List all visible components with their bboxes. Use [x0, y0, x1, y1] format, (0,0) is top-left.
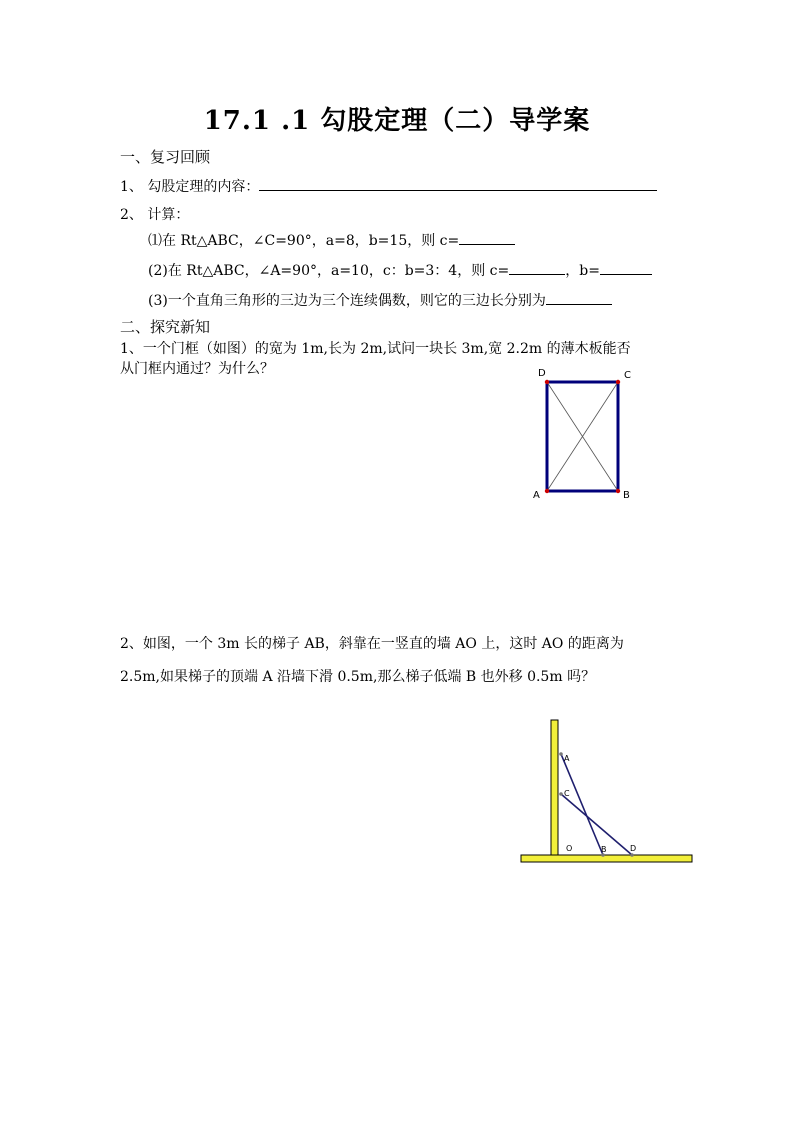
calc-item-2-text: (2)在 Rt△ABC，∠A=90°，a=10，c：b=3：4，则 c= — [148, 263, 510, 279]
label-d: D — [630, 844, 637, 853]
problem-1-line-2: 从门框内通过？为什么？ — [120, 361, 274, 377]
door-frame-figure — [520, 362, 650, 507]
label-b: B — [601, 845, 607, 854]
wall — [551, 720, 558, 857]
answer-blank-c2[interactable] — [509, 260, 565, 275]
problem-1-line-1: 1、一个门框（如图）的宽为 1m,长为 2m,试问一块长 3m,宽 2.2m 的薄木板能否 — [120, 341, 631, 357]
point-c — [616, 380, 620, 384]
answer-blank-sides[interactable] — [546, 290, 612, 305]
label-a: A — [533, 490, 540, 501]
problem-2-line-1: 2、如图，一个 3m 长的梯子 AB，斜靠在一竖直的墙 AO 上，这时 AO 的距离为 — [120, 636, 624, 652]
answer-blank-b2[interactable] — [600, 260, 652, 275]
section-explore-heading: 二、探究新知 — [120, 318, 211, 336]
label-c: C — [624, 370, 631, 381]
ground — [521, 855, 692, 862]
question-1-label: 1、 勾股定理的内容： — [120, 179, 260, 195]
point-b — [616, 489, 620, 493]
question-2-label: 2、 计算： — [120, 207, 190, 223]
point-d — [545, 380, 549, 384]
problem-2-line-2: 2.5m,如果梯子的顶端 A 沿墙下滑 0.5m,那么梯子低端 B 也外移 0.5m 吗？ — [120, 669, 596, 685]
label-a: A — [564, 754, 570, 763]
calc-item-2 — [148, 260, 652, 280]
page-title: 17.1 .1 勾股定理（二）导学案 — [203, 106, 591, 136]
answer-blank-c1[interactable] — [459, 230, 515, 245]
ladder-ab — [561, 754, 603, 855]
calc-item-3 — [148, 290, 612, 310]
label-o: O — [566, 844, 573, 853]
ladder-figure — [515, 712, 700, 872]
section-review-heading: 一、复习回顾 — [120, 148, 211, 166]
calc-item-2-text-b: ，b= — [565, 263, 600, 279]
calc-item-1 — [148, 230, 515, 250]
point-a — [559, 752, 563, 756]
question-1 — [120, 176, 657, 196]
label-b: B — [623, 490, 630, 501]
point-c — [559, 792, 563, 796]
calc-item-3-text: (3)一个直角三角形的三边为三个连续偶数，则它的三边长分别为 — [148, 293, 546, 309]
label-d: D — [538, 368, 546, 379]
label-c: C — [564, 789, 570, 798]
calc-item-1-text: ⑴在 Rt△ABC，∠C=90°，a=8，b=15，则 c= — [148, 233, 460, 249]
point-a — [545, 489, 549, 493]
answer-blank-theorem[interactable] — [259, 176, 657, 191]
point-d — [630, 853, 634, 857]
